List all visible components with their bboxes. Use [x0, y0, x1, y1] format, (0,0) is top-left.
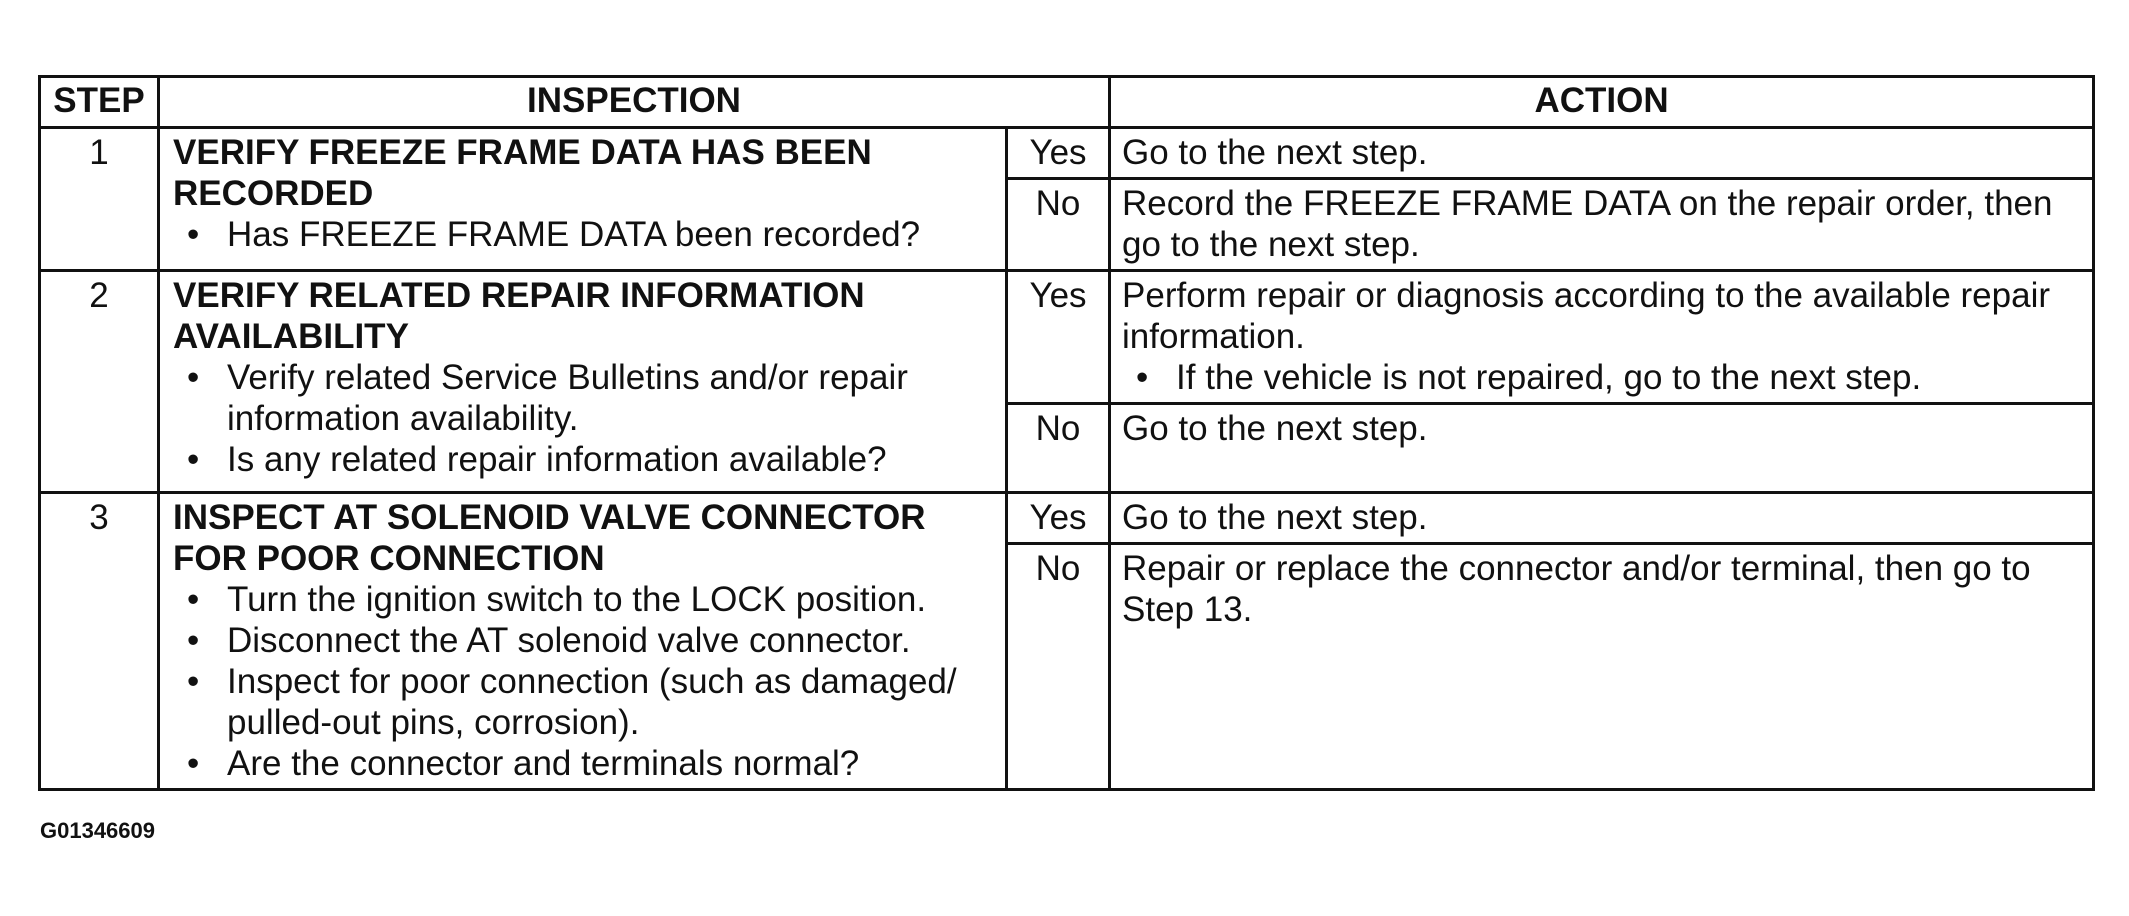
- no-label: No: [1007, 179, 1110, 271]
- yes-action: Go to the next step.: [1110, 128, 2094, 179]
- inspection-cell: [159, 493, 1007, 790]
- inspection-bullet: • Has FREEZE FRAME DATA been recorded?: [173, 214, 997, 255]
- diagnostic-table: [38, 75, 2095, 791]
- yes-action: Perform repair or diagnosis according to the available repair information.: [1122, 276, 2050, 356]
- inspection-bullet: • Turn the ignition switch to the LOCK position.: [173, 579, 997, 620]
- no-action: Go to the next step.: [1110, 404, 2094, 493]
- table-row: [40, 128, 2094, 179]
- step-number: 1: [40, 128, 159, 271]
- inspection-bullets: [173, 579, 997, 784]
- yes-action-cell: [1110, 271, 2094, 404]
- inspection-bullet: • Is any related repair information available?: [173, 439, 997, 480]
- no-label: No: [1007, 544, 1110, 790]
- inspection-bullets: [173, 357, 997, 480]
- no-action: Record the FREEZE FRAME DATA on the repair order, then go to the next step.: [1110, 179, 2094, 271]
- inspection-title: INSPECT AT SOLENOID VALVE CONNECTOR FOR POOR CONNECTION: [173, 498, 926, 578]
- yes-label: Yes: [1007, 128, 1110, 179]
- table-row: [40, 271, 2094, 404]
- inspection-bullet: • Are the connector and terminals normal?: [173, 743, 997, 784]
- header-row: [40, 77, 2094, 128]
- inspection-bullet: • Inspect for poor connection (such as damaged/ pulled-out pins, corrosion).: [173, 661, 997, 743]
- header-action: ACTION: [1110, 77, 2094, 128]
- header-inspection: INSPECTION: [159, 77, 1110, 128]
- yes-label: Yes: [1007, 271, 1110, 404]
- action-bullets: [1122, 357, 2082, 398]
- inspection-bullet: • Disconnect the AT solenoid valve connector.: [173, 620, 997, 661]
- inspection-bullets: [173, 214, 997, 255]
- action-bullet: • If the vehicle is not repaired, go to the next step.: [1122, 357, 2082, 398]
- inspection-cell: [159, 128, 1007, 271]
- step-number: 2: [40, 271, 159, 493]
- no-label: No: [1007, 404, 1110, 493]
- table-row: [40, 493, 2094, 544]
- step-number: 3: [40, 493, 159, 790]
- inspection-title: VERIFY FREEZE FRAME DATA HAS BEEN RECORDED: [173, 133, 872, 213]
- inspection-cell: [159, 271, 1007, 493]
- inspection-title: VERIFY RELATED REPAIR INFORMATION AVAILABILITY: [173, 276, 865, 356]
- no-action: Repair or replace the connector and/or terminal, then go to Step 13.: [1110, 544, 2094, 790]
- yes-label: Yes: [1007, 493, 1110, 544]
- yes-action: Go to the next step.: [1110, 493, 2094, 544]
- inspection-bullet: • Verify related Service Bulletins and/or repair information availability.: [173, 357, 997, 439]
- header-step: STEP: [40, 77, 159, 128]
- figure-code: G01346609: [40, 818, 155, 843]
